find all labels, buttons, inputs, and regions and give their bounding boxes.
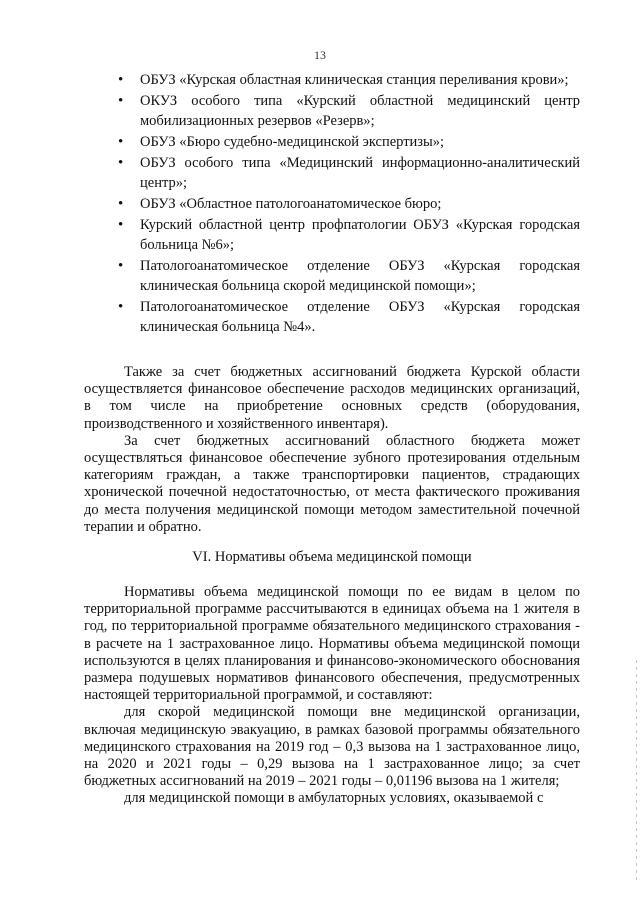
financing-section (84, 364, 580, 536)
organization-list (118, 70, 580, 338)
list-item: • Курский областной центр профпатологии ОБУЗ «Курская городская больница №6»; (118, 215, 580, 255)
scan-edge-artifact (636, 660, 637, 880)
norms-section (84, 584, 580, 808)
list-item: • ОБУЗ «Областное патологоанатомическое бюро; (118, 194, 580, 214)
list-item: • ОБУЗ «Бюро судебно-медицинской экспертизы»; (118, 132, 580, 152)
paragraph: для скорой медицинской помощи вне медицинской организации, включая медицинскую эвакуацию, в рамках базовой программы обязательного медицинского страхования на 2019 год – 0,3 вызова на 1 застрахованное лицо, на 2020 и 2021 годы – 0,29 вызова на 1 застрахованное лицо; за счет бюджетных ассигнований на 2019 – 2021 годы – 0,01196 вызова на 1 жителя; (84, 704, 580, 790)
page-number: 13 (314, 48, 326, 62)
section-heading: VI. Нормативы объема медицинской помощи (192, 549, 472, 565)
paragraph: За счет бюджетных ассигнований областного бюджета может осуществляться финансовое обеспечение зубного протезирования отдельным категориям граждан, а также транспортировки пациентов, страдающих хронической почечной недостаточностью, от места фактического проживания до места получения медицинской помощи методом заместительной почечной терапии и обратно. (84, 432, 580, 535)
list-item: • ОБУЗ особого типа «Медицинский информационно-аналитический центр»; (118, 153, 580, 193)
paragraph: Нормативы объема медицинской помощи по ее видам в целом по территориальной программе рассчитываются в единицах объема на 1 жителя в год, по территориальной программе обязательного медицинского страхования - в расчете на 1 застрахованное лицо. Нормативы объема медицинской помощи используются в целях планирования и финансово-экономического обоснования размера подушевых нормативов финансового обеспечения, предусмотренных настоящей территориальной программой, и составляют: (84, 584, 580, 704)
list-item: • Патологоанатомическое отделение ОБУЗ «Курская городская клиническая больница №4». (118, 297, 580, 337)
list-item: • ОКУЗ особого типа «Курский областной медицинский центр мобилизационных резервов «Резерв»; (118, 91, 580, 131)
paragraph: для медицинской помощи в амбулаторных условиях, оказываемой с (124, 790, 544, 807)
list-item: • ОБУЗ «Курская областная клиническая станция переливания крови»; (118, 70, 580, 90)
list-item: • Патологоанатомическое отделение ОБУЗ «Курская городская клиническая больница скорой медицинской помощи»; (118, 256, 580, 296)
paragraph: Также за счет бюджетных ассигнований бюджета Курской области осуществляется финансовое обеспечение расходов медицинских организаций, в том числе на приобретение основных средств (оборудования, производственного и хозяйственного инвентаря). (84, 364, 580, 432)
